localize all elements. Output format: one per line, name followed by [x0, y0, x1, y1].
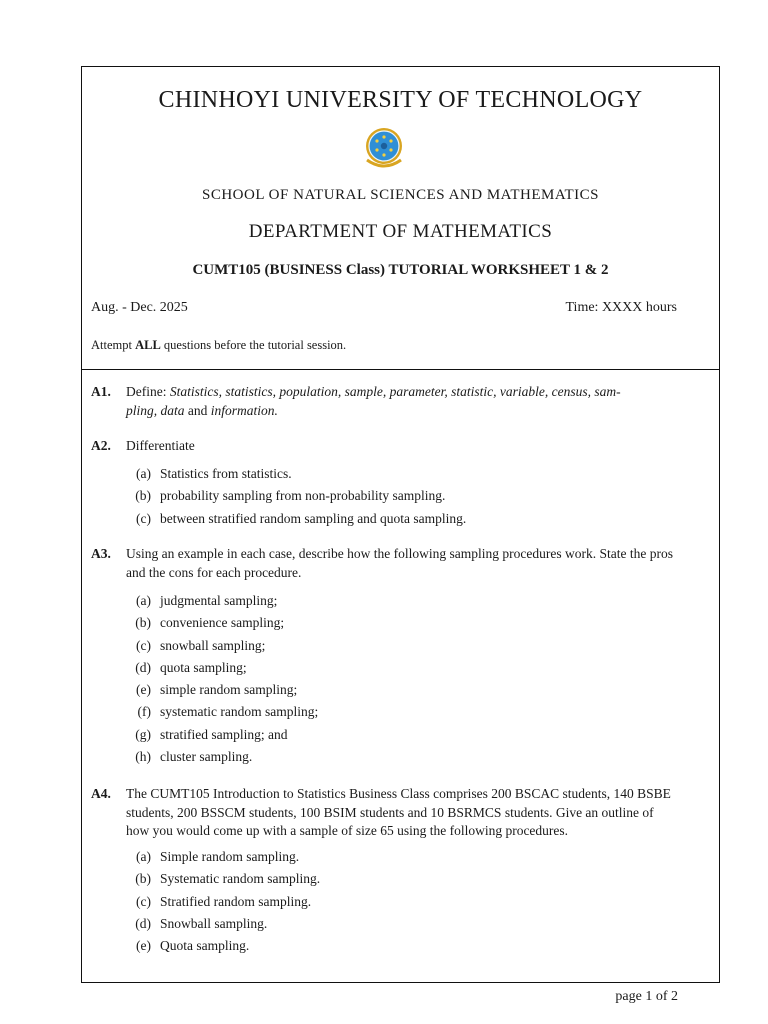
- list-item: (a) Simple random sampling.: [136, 849, 300, 864]
- list-item: (c) snowball sampling;: [136, 637, 266, 653]
- question-text: Differentiate: [126, 438, 195, 453]
- defined-terms-continued: pling, data: [126, 402, 185, 418]
- defined-terms: Statistics, statistics, population, sample, parameter, statistic, variable, census, sam-: [169, 384, 621, 399]
- instructions-suffix: questions before the tutorial session.: [163, 338, 347, 352]
- worksheet-frame: [81, 66, 720, 983]
- list-item: (f) systematic random sampling;: [137, 704, 319, 720]
- question-text: The CUMT105 Introduction to Statistics Business Class comprises 200 BSCAC students, 140 BSBE students, 200 BSSCM students, 100 BSIM students and 10 BSRMCS students. Give an outline of how you would come up with a sample of size 65 using the following procedures.: [126, 786, 671, 838]
- defined-term-last: information.: [210, 402, 278, 418]
- list-item: (e) Quota sampling.: [136, 938, 250, 954]
- list-item: (a) judgmental sampling;: [136, 593, 278, 608]
- question-a1: [91, 383, 679, 420]
- question-number: A4.: [91, 786, 111, 801]
- instructions-emphasis: ALL: [135, 338, 161, 352]
- list-item: (h) cluster sampling.: [135, 749, 253, 765]
- question-number: A1.: [91, 384, 111, 399]
- question-text: Using an example in each case, describe how the following sampling procedures work. State the pros and the cons for each procedure.: [126, 546, 673, 580]
- question-a4-items: [126, 848, 320, 959]
- time-allowed: Time: XXXX hours: [565, 300, 677, 315]
- worksheet-header: [82, 67, 719, 370]
- list-item: (c) between stratified random sampling and quota sampling.: [136, 510, 467, 526]
- university-name: CHINHOYI UNIVERSITY OF TECHNOLOGY: [158, 87, 643, 113]
- list-item: (a) Statistics from statistics.: [136, 466, 292, 481]
- academic-period: Aug. - Dec. 2025: [91, 300, 188, 315]
- list-item: (b) Systematic random sampling.: [135, 871, 321, 887]
- school-name: SCHOOL OF NATURAL SCIENCES AND MATHEMATICS: [201, 187, 599, 203]
- page-number: page 1 of 2: [615, 989, 678, 1004]
- instructions: [91, 338, 346, 353]
- question-number: A3.: [91, 546, 111, 561]
- question-a3: [91, 545, 679, 582]
- question-prefix: Define:: [126, 384, 167, 399]
- list-item: (b) convenience sampling;: [135, 615, 285, 631]
- instructions-prefix: Attempt: [91, 338, 132, 352]
- question-a2-items: [126, 465, 466, 532]
- question-text: [126, 383, 679, 420]
- university-crest-icon: [363, 126, 405, 170]
- list-item: (g) stratified sampling; and: [135, 726, 288, 742]
- question-a4: [91, 785, 679, 841]
- list-item: (d) Snowball sampling.: [135, 915, 268, 931]
- list-item: (b) probability sampling from non-probability sampling.: [135, 488, 446, 504]
- list-item: (d) quota sampling;: [135, 659, 247, 675]
- question-a3-items: [126, 592, 318, 770]
- list-item: (e) simple random sampling;: [136, 682, 298, 698]
- question-a2: [91, 437, 679, 456]
- course-title: CUMT105 (BUSINESS Class) TUTORIAL WORKSHEET 1 & 2: [192, 262, 609, 278]
- department-name: DEPARTMENT OF MATHEMATICS: [248, 221, 553, 242]
- list-item: (c) Stratified random sampling.: [136, 893, 312, 909]
- conjunction: and: [187, 402, 208, 418]
- question-number: A2.: [91, 438, 111, 453]
